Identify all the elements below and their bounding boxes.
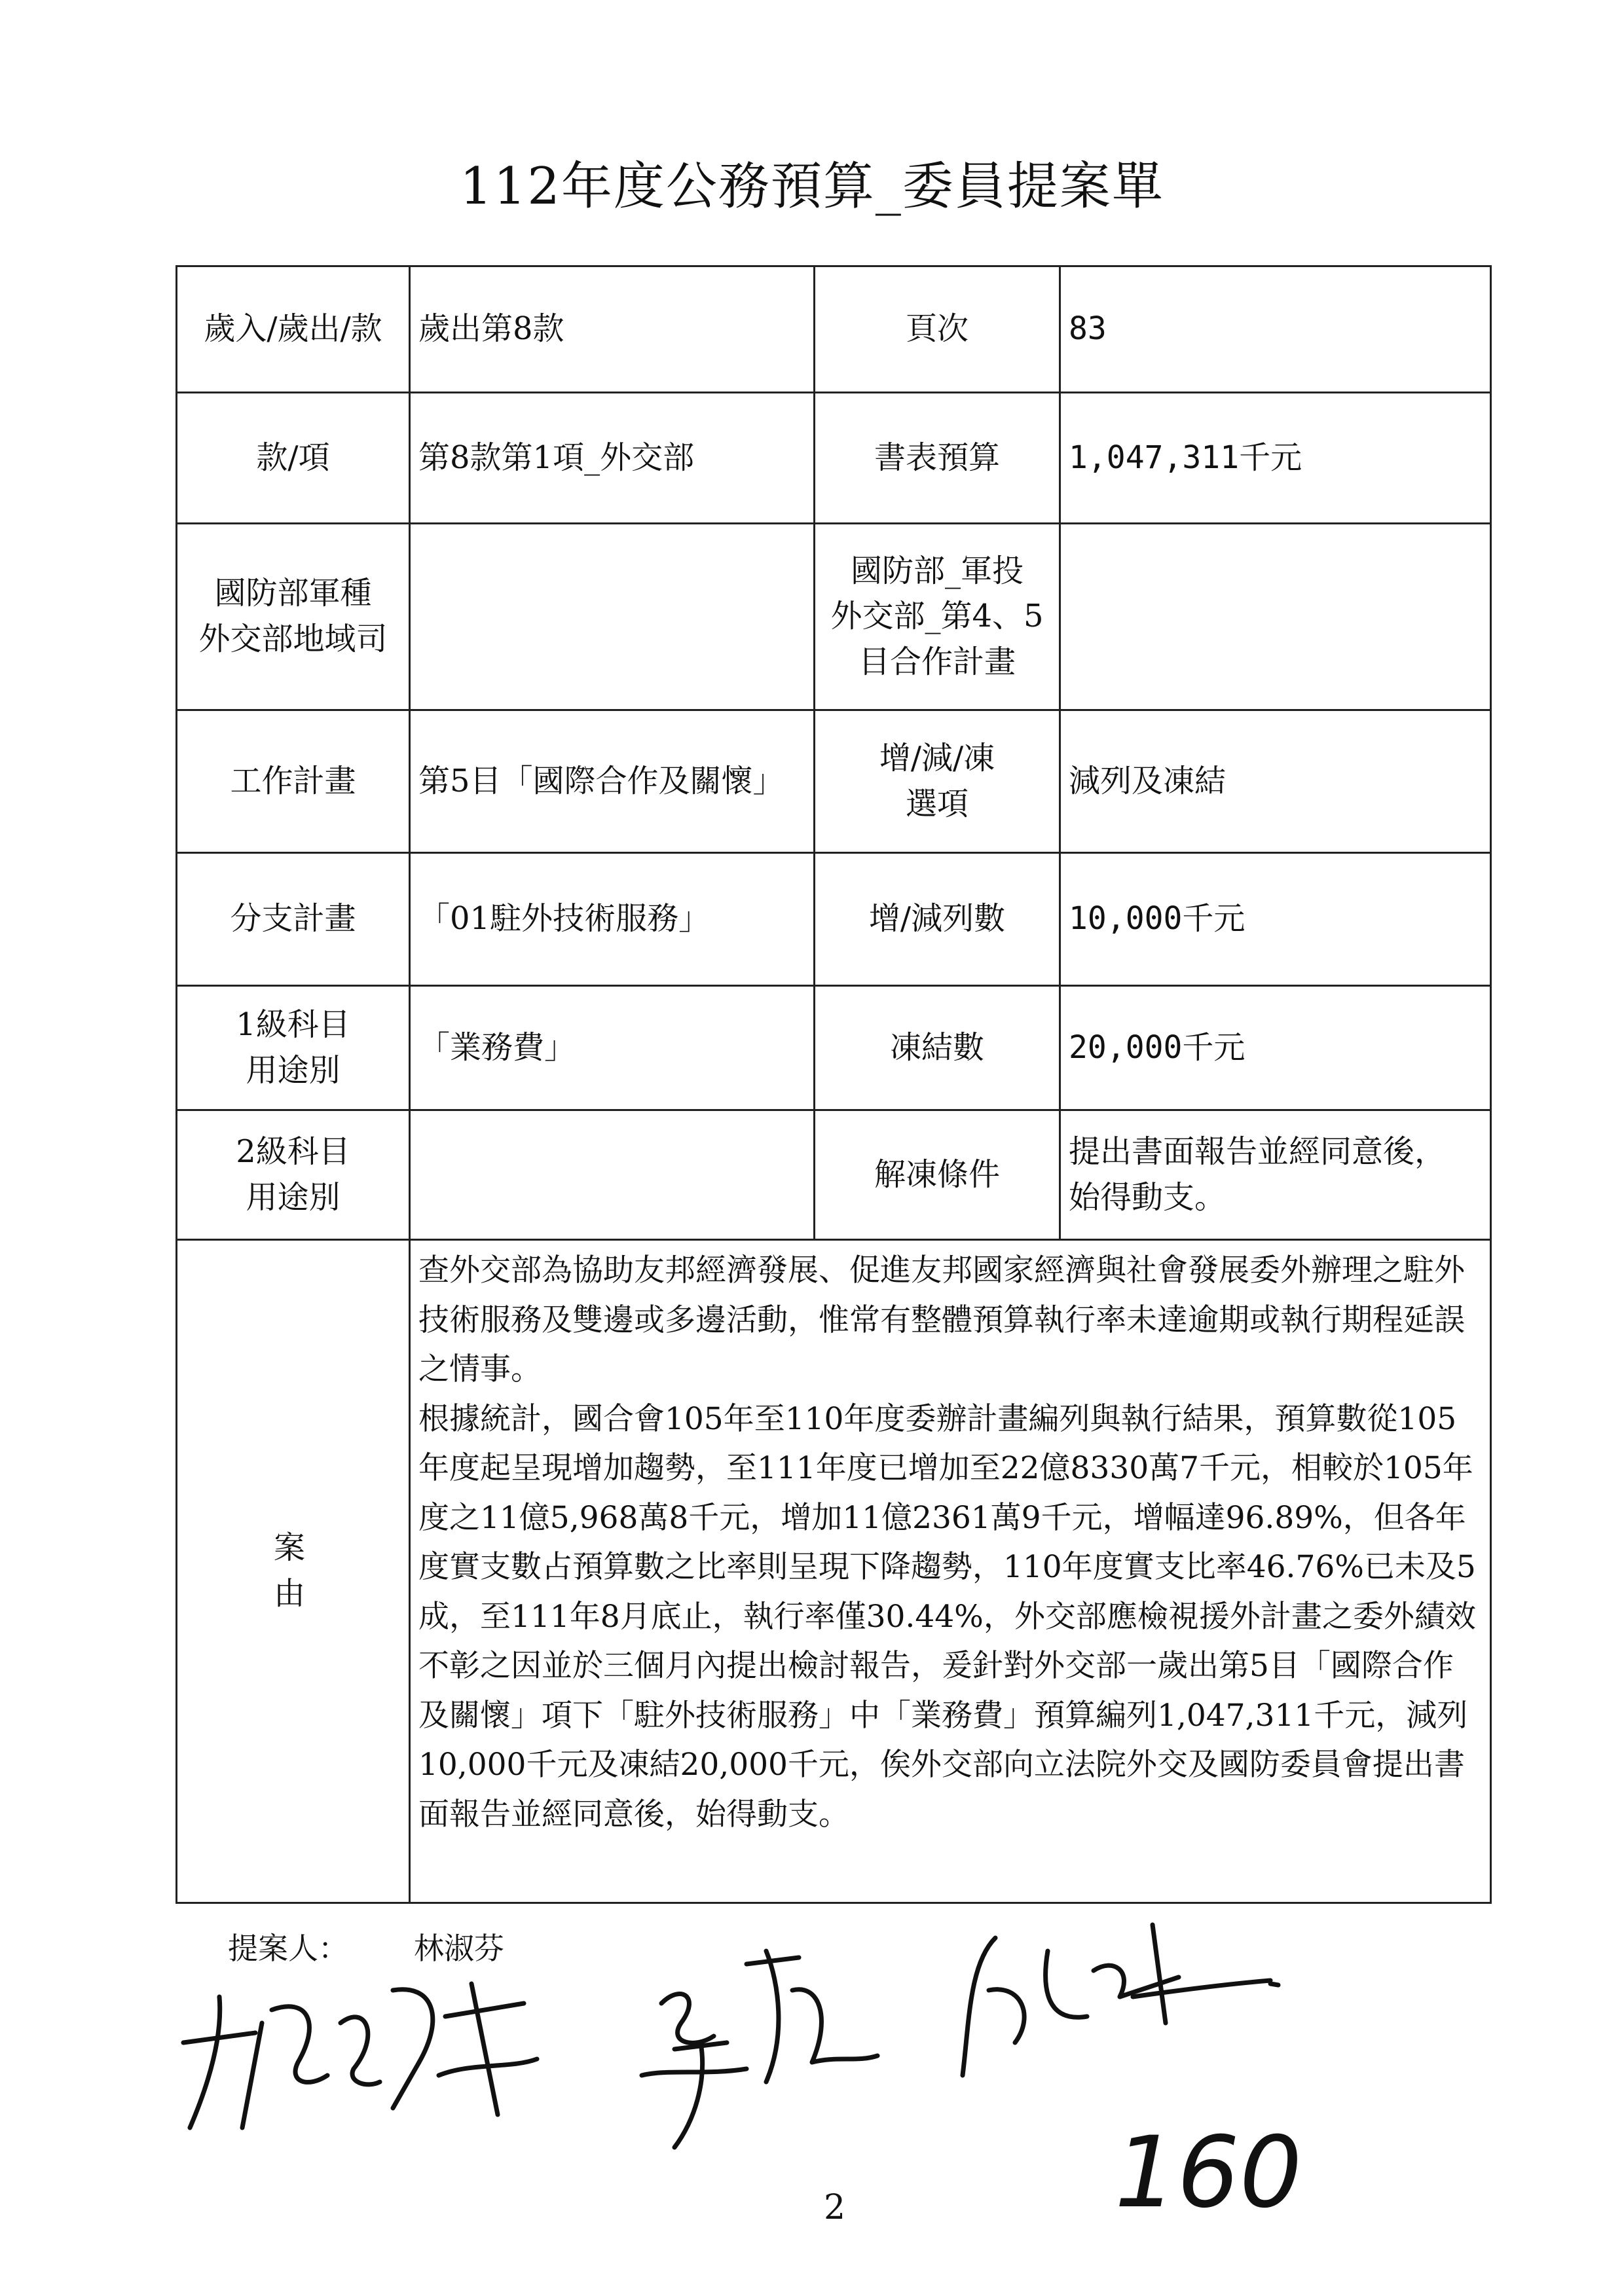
- label-cooperation-plan: [815, 524, 1060, 710]
- proposal-form-table: [175, 265, 1492, 1904]
- value-level2-subject: [410, 1110, 815, 1240]
- value-form-budget: 1,047,311千元: [1060, 393, 1491, 524]
- label-line: 外交部_第4、5: [830, 598, 1044, 635]
- value-unfreeze-condition: [1060, 1110, 1491, 1240]
- value-freeze-amount: 20,000千元: [1060, 986, 1491, 1110]
- label-line: 國防部軍種: [214, 575, 372, 612]
- label-line: 1級科目: [236, 1006, 350, 1043]
- label-line: 國防部_軍投: [850, 552, 1024, 589]
- label-level2-subject: [177, 1110, 410, 1240]
- label-line: 外交部地域司: [198, 621, 388, 657]
- value-line: 始得動支。: [1069, 1178, 1227, 1216]
- form-row-defense-foreign: [177, 524, 1491, 710]
- form-row-budget-section: [177, 266, 1491, 393]
- label-branch-plan: 分支計畫: [177, 853, 410, 986]
- label-line: 目合作計畫: [858, 643, 1016, 680]
- reason-content: [410, 1240, 1491, 1903]
- page-number: 2: [824, 2188, 846, 2227]
- label-unfreeze-condition: 解凍條件: [815, 1110, 1060, 1240]
- label-reason: 案 由: [177, 1240, 410, 1903]
- label-page: 頁次: [815, 266, 1060, 393]
- value-work-plan: 第5目「國際合作及關懷」: [410, 710, 815, 853]
- proposer-name: 林淑芬: [414, 1931, 504, 1966]
- label-line: 選項: [905, 785, 969, 822]
- signature-2: [642, 1951, 877, 2147]
- label-reduction-amount: 增/減列數: [815, 853, 1060, 986]
- proposer-label: 提案人：: [228, 1931, 348, 1966]
- label-item: 款/項: [177, 393, 410, 524]
- signature-3: [963, 1925, 1278, 2075]
- form-row-reason: [177, 1240, 1491, 1903]
- label-adjust-option: [815, 710, 1060, 853]
- signature-1: [183, 1984, 537, 2128]
- value-level1-subject: 「業務費」: [410, 986, 815, 1110]
- label-budget-section: 歲入/歲出/款: [177, 266, 410, 393]
- value-item: 第8款第1項_外交部: [410, 393, 815, 524]
- reason-paragraph: 根據統計，國合會105年至110年度委辦計畫編列與執行結果，預算數從105年度起呈現增加趨勢，至111年度已增加至22億8330萬7千元，相較於105年度之11億5,968萬8千元，增加11億2361萬9千元，增幅達96.89%，但各年度實支數占預算數之比率則呈現下降趨勢，110年度實支比率46.76%已未及5成，至111年8月底止，執行率僅30.44%，外交部應檢視援外計畫之委外績效不彰之因並於三個月內提出檢討報告，爰針對外交部一歲出第5目「國際合作及關懷」項下「駐外技術服務」中「業務費」預算編列1,047,311千元，減列10,000千元及凍結20,000千元，俟外交部向立法院外交及國防委員會提出書面報告並經同意後，始得動支。: [418, 1400, 1476, 1832]
- document-title: 112年度公務預算_委員提案單: [460, 157, 1164, 216]
- form-row-branch-plan: [177, 853, 1491, 986]
- form-row-level1-subject: [177, 986, 1491, 1110]
- value-branch-plan: 「01駐外技術服務」: [410, 853, 815, 986]
- label-freeze-amount: 凍結數: [815, 986, 1060, 1110]
- value-budget-section: 歲出第8款: [410, 266, 815, 393]
- value-page: 83: [1060, 266, 1491, 393]
- value-reduction-amount: 10,000千元: [1060, 853, 1491, 986]
- label-work-plan: 工作計畫: [177, 710, 410, 853]
- label-defense-foreign-division: [177, 524, 410, 710]
- label-line: 用途別: [246, 1051, 341, 1089]
- value-cooperation-plan: [1060, 524, 1491, 710]
- label-form-budget: 書表預算: [815, 393, 1060, 524]
- handwritten-signatures: [157, 1912, 1336, 2252]
- form-row-item: [177, 393, 1491, 524]
- value-defense-foreign-division: [410, 524, 815, 710]
- form-row-work-plan: [177, 710, 1491, 853]
- reason-paragraph: 查外交部為協助友邦經濟發展、促進友邦國家經濟與社會發展委外辦理之駐外技術服務及雙邊或多邊活動，惟常有整體預算執行率未達逾期或執行期程延誤之情事。: [418, 1252, 1465, 1387]
- label-level1-subject: [177, 986, 410, 1110]
- handwritten-number: 160: [1115, 2116, 1302, 2230]
- value-line: 提出書面報告並經同意後，: [1069, 1133, 1447, 1170]
- value-adjust-option: 減列及凍結: [1060, 710, 1491, 853]
- label-line: 增/減/凍: [879, 739, 995, 776]
- label-line: 用途別: [246, 1178, 341, 1216]
- label-line: 2級科目: [236, 1133, 350, 1170]
- form-row-level2-subject: [177, 1110, 1491, 1240]
